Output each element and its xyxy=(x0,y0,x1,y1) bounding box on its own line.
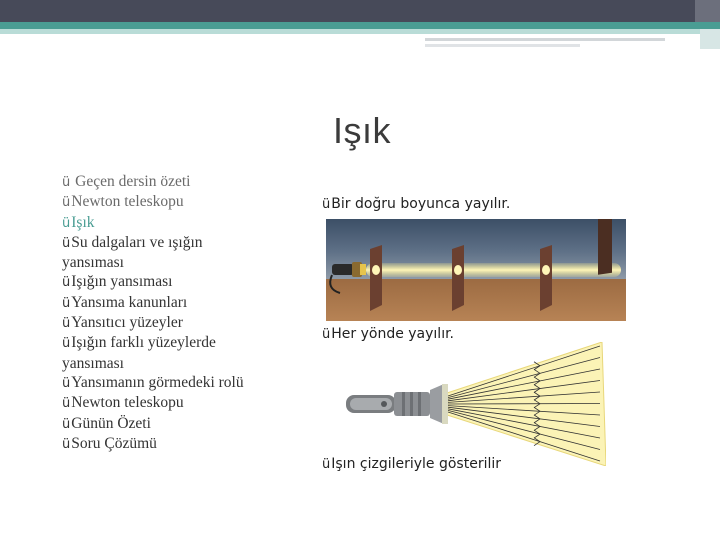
check-icon: ü xyxy=(62,275,71,291)
outline-item xyxy=(62,293,257,313)
outline-item xyxy=(62,233,257,273)
check-icon: ü xyxy=(62,375,71,391)
property-text: Işın çizgileriyle gösterilir xyxy=(331,456,502,472)
check-icon: ü xyxy=(322,457,331,472)
outline-item-text: Işığın farklı yüzeylerde yansıması xyxy=(62,334,216,372)
check-icon: ü xyxy=(62,396,71,412)
outline-item xyxy=(62,172,257,192)
outline-item-text: Newton teleskopu xyxy=(71,394,184,412)
outline-item xyxy=(62,333,257,373)
outline-item-text: Işığın yansıması xyxy=(71,273,173,291)
ray-line xyxy=(448,404,600,405)
outline-item xyxy=(62,414,257,434)
outline-item-text: Soru Çözümü xyxy=(71,434,157,452)
outline-item xyxy=(62,393,257,413)
property-rays xyxy=(322,456,501,472)
check-icon: ü xyxy=(62,175,71,190)
check-icon: ü xyxy=(62,295,71,311)
outline-item-text: Yansımanın görmedeki rolü xyxy=(71,373,244,391)
outline-item-text: Yansıtıcı yüzeyler xyxy=(71,314,183,332)
header-bar xyxy=(0,0,720,22)
outline-item-text: Günün Özeti xyxy=(71,414,151,432)
outline-item xyxy=(62,373,257,393)
property-text: Bir doğru boyunca yayılır. xyxy=(331,196,511,212)
check-icon: ü xyxy=(322,327,331,342)
decor-line xyxy=(425,38,665,41)
accent-stripe xyxy=(0,22,720,29)
outline-list xyxy=(62,172,257,454)
property-text: Her yönde yayılır. xyxy=(331,326,455,342)
header-bar-right xyxy=(695,0,720,22)
check-icon: ü xyxy=(62,316,71,332)
check-icon: ü xyxy=(62,436,71,452)
check-icon: ü xyxy=(322,197,331,212)
outline-item xyxy=(62,213,257,233)
accent-corner xyxy=(700,29,720,49)
check-icon: ü xyxy=(62,195,71,211)
check-icon: ü xyxy=(62,336,71,352)
slide-title: Işık xyxy=(333,110,392,151)
light-through-holes-image xyxy=(326,219,626,321)
outline-item-text: Yansıma kanunları xyxy=(71,293,188,311)
outline-item xyxy=(62,192,257,212)
check-icon: ü xyxy=(62,215,71,231)
decor-line-short xyxy=(425,44,580,47)
outline-item-text: Işık xyxy=(71,213,95,231)
outline-item xyxy=(62,434,257,454)
property-straight-line xyxy=(322,196,510,212)
check-icon: ü xyxy=(62,416,71,432)
accent-stripe-light xyxy=(0,29,700,34)
outline-item-text: Newton teleskopu xyxy=(71,193,184,211)
outline-item xyxy=(62,313,257,333)
property-all-directions xyxy=(322,326,454,342)
check-icon: ü xyxy=(62,235,71,251)
outline-item-text: Geçen dersin özeti xyxy=(71,173,191,190)
flashlight-rays-image xyxy=(344,342,606,466)
outline-item-text: Su dalgaları ve ışığın yansıması xyxy=(62,233,203,272)
outline-item xyxy=(62,272,257,292)
